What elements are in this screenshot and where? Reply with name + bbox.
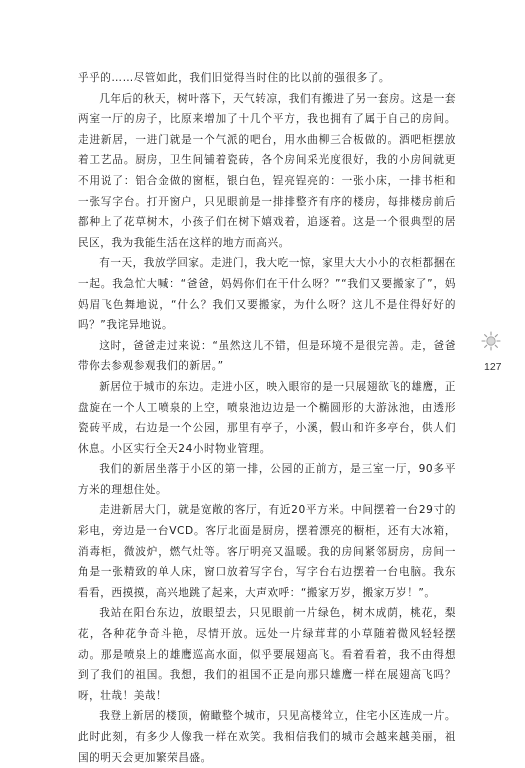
paragraph: 我们的新居坐落于小区的第一排，公园的正前方，是三室一厅，90多平方米的理想住处。 [78,463,456,496]
paragraph: 新居位于城市的东边。走进小区，映入眼帘的是一只展翅欲飞的雄鹰，正盘旋在一个人工喷泉的上空，喷泉池边边是一个椭圆形的大游泳池，由透形瓷砖平成，右边是一个公园，那里有亭子，小溪，假山和许多亭台，供人们休息。小区实行全天24小时物业管理。 [78,380,456,455]
paragraph: 这时，爸爸走过来说：“虽然这儿不错，但是环境不是很完善。走，爸爸带你去参观参观我们的新居。” [78,339,456,373]
page-number: 127 [484,361,502,373]
body-text [78,68,456,768]
paragraph: 有一天，我放学回家。走进门，我大吃一惊，家里大大小小的衣柜都捆在一起。我急忙大喊：“爸爸，妈妈你们在干什么呀？”“我们又要搬家了”，妈妈眉飞色舞地说，“什么？我们又要搬家，为什么呀？这儿不是住得好好的吗？”我诧异地说。 [78,257,456,332]
paragraph: 走进新居大门，就是宽敞的客厅，有近20平方米。中间摆着一台29寸的彩电，旁边是一台VCD。客厅北面是厨房，摆着漂亮的橱柜，还有大冰箱，消毒柜，微波炉，燃气灶等。客厅明亮又温暖。我的房间紧邻厨房，房间一角是一张精致的单人床，窗口放着写字台，写字台右边摆着一台电脑。我东看看，西摸摸，高兴地跳了起来，大声欢呼：“搬家万岁，搬家万岁！”。 [78,504,456,599]
paragraph: 我站在阳台东边，放眼望去，只见眼前一片绿色，树木成荫，桃花，梨花，各种花争奇斗艳，尽情开放。远处一片绿茸茸的小草随着微风轻轻摆动。那是喷泉上的雄鹰巡高水面，似乎要展翅高飞。看着看着，我不由得想到了我们的祖国。我想，我们的祖国不正是向那只雄鹰一样在展翅高飞吗？呀，壮哉！美哉！ [78,607,456,702]
paragraph: 几年后的秋天，树叶落下，天气转凉，我们有搬进了另一套房。这是一套两室一厅的房子，比原来增加了十几个平方，我也拥有了属于自己的房间。走进新居，一进门就是一个气派的吧台，用水曲柳三合板做的。酒吧柜摆放着工艺品。厨房，卫生间铺着瓷砖，各个房间采光度很好，我的小房间就更不用说了：铝合金做的窗框，银白色，锃亮锃亮的：一张小床，一排书柜和一张写字台。打开窗户，只见眼前是一排排整齐有序的楼房，每排楼房前后都种上了花草树木，小孩子们在树下嬉戏着，追逐着。这是一个很典型的居民区，我为我能生活在这样的地方而高兴。 [78,92,456,249]
paragraph: 我登上新居的楼顶，俯瞰整个城市，只见高楼耸立，住宅小区连成一片。此时此刻，有多少人像我一样在欢笑。我相信我们的城市会越来越美丽，祖国的明天会更加繁荣昌盛。 [78,710,456,764]
paragraph: 乎乎的……尽管如此，我们旧觉得当时住的比以前的强很多了。 [78,72,391,84]
sun-ornament-icon [481,331,501,351]
